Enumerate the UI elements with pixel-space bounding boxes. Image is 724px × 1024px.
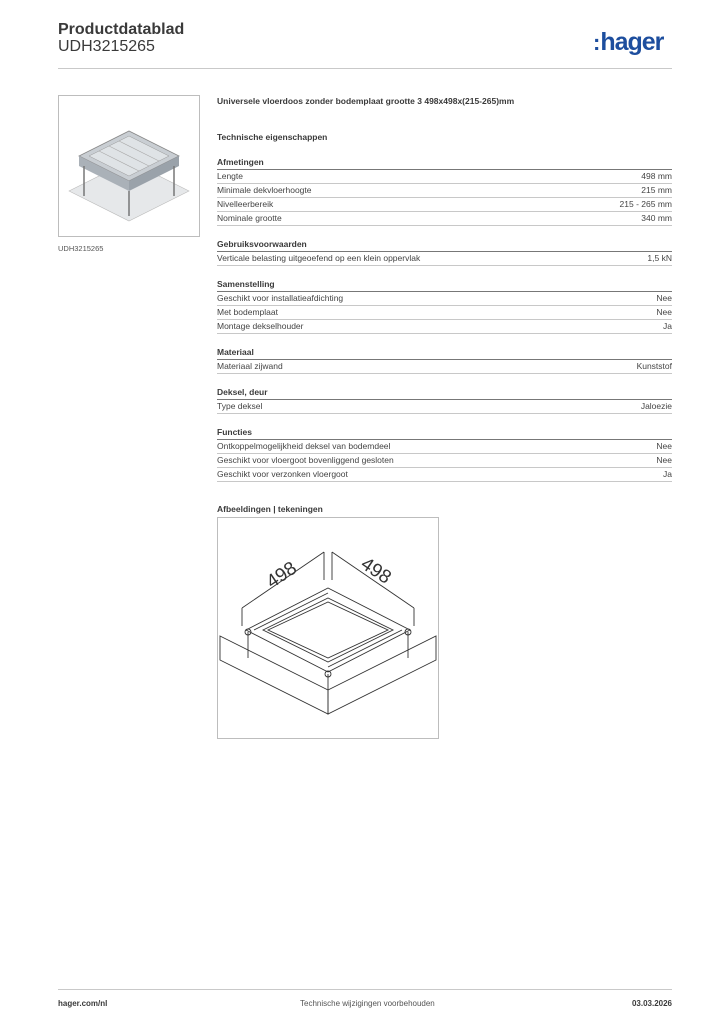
section-title: Samenstelling xyxy=(217,279,672,292)
section-title: Gebruiksvoorwaarden xyxy=(217,239,672,252)
spec-row xyxy=(217,454,672,468)
spec-section xyxy=(217,239,672,266)
document-title: Productdatablad xyxy=(58,21,185,38)
footer-date: 03.03.2026 xyxy=(631,999,672,1008)
spec-content xyxy=(217,96,672,514)
spec-sections xyxy=(217,157,672,482)
spec-row xyxy=(217,468,672,482)
spec-label: Nivelleerbereik xyxy=(217,199,274,209)
spec-value: Ja xyxy=(663,469,672,479)
spec-row xyxy=(217,360,672,374)
spec-label: Geschikt voor installatieafdichting xyxy=(217,293,344,303)
spec-label: Geschikt voor vloergoot bovenliggend gesloten xyxy=(217,455,394,465)
spec-label: Materiaal zijwand xyxy=(217,361,283,371)
footer-divider xyxy=(58,989,672,990)
spec-value: Jaloezie xyxy=(640,401,672,411)
spec-row xyxy=(217,198,672,212)
hager-logo[interactable]: :hager xyxy=(593,28,664,56)
spec-label: Geschikt voor verzonken vloergoot xyxy=(217,469,348,479)
spec-label: Minimale dekvloerhoogte xyxy=(217,185,312,195)
header-divider xyxy=(58,68,672,69)
photo-caption: UDH3215265 xyxy=(58,244,104,253)
spec-value: 498 mm xyxy=(641,171,672,181)
spec-value: Nee xyxy=(656,441,672,451)
footer-disclaimer: Technische wijzigingen voorbehouden xyxy=(300,999,435,1008)
spec-row xyxy=(217,212,672,226)
spec-row xyxy=(217,252,672,266)
section-title: Functies xyxy=(217,427,672,440)
product-photo xyxy=(58,95,200,237)
logo-text: hager xyxy=(600,28,664,56)
spec-label: Verticale belasting uitgeoefend op een klein oppervlak xyxy=(217,253,421,263)
spec-section xyxy=(217,157,672,226)
product-code: UDH3215265 xyxy=(58,38,155,55)
section-title: Deksel, deur xyxy=(217,387,672,400)
section-title: Materiaal xyxy=(217,347,672,360)
spec-section xyxy=(217,427,672,482)
spec-value: Nee xyxy=(656,293,672,303)
spec-label: Ontkoppelmogelijkheid deksel van bodemdeel xyxy=(217,441,391,451)
spec-value: 215 mm xyxy=(641,185,672,195)
spec-label: Lengte xyxy=(217,171,243,181)
section-title: Afmetingen xyxy=(217,157,672,170)
spec-value: 1,5 kN xyxy=(647,253,672,263)
spec-section xyxy=(217,347,672,374)
spec-label: Type deksel xyxy=(217,401,263,411)
spec-label: Montage dekselhouder xyxy=(217,321,304,331)
spec-row xyxy=(217,320,672,334)
spec-value: Nee xyxy=(656,455,672,465)
spec-value: Ja xyxy=(663,321,672,331)
spec-value: Nee xyxy=(656,307,672,317)
spec-section xyxy=(217,387,672,414)
tech-properties-title: Technische eigenschappen xyxy=(217,132,328,142)
spec-value: 340 mm xyxy=(641,213,672,223)
spec-value: 215 - 265 mm xyxy=(619,199,672,209)
spec-row xyxy=(217,400,672,414)
spec-row xyxy=(217,440,672,454)
spec-row xyxy=(217,306,672,320)
product-title: Universele vloerdoos zonder bodemplaat grootte 3 498x498x(215-265)mm xyxy=(217,96,515,106)
spec-label: Nominale grootte xyxy=(217,213,282,223)
spec-label: Met bodemplaat xyxy=(217,307,278,317)
spec-row xyxy=(217,292,672,306)
spec-value: Kunststof xyxy=(636,361,672,371)
dimension-right-label: 498 xyxy=(356,553,395,589)
images-title: Afbeeldingen | tekeningen xyxy=(217,504,323,514)
dimension-left-label: 498 xyxy=(262,557,301,593)
spec-row xyxy=(217,184,672,198)
spec-section xyxy=(217,279,672,334)
dimension-drawing xyxy=(217,517,439,739)
footer-website-link[interactable]: hager.com/nl xyxy=(58,999,108,1008)
spec-row xyxy=(217,170,672,184)
